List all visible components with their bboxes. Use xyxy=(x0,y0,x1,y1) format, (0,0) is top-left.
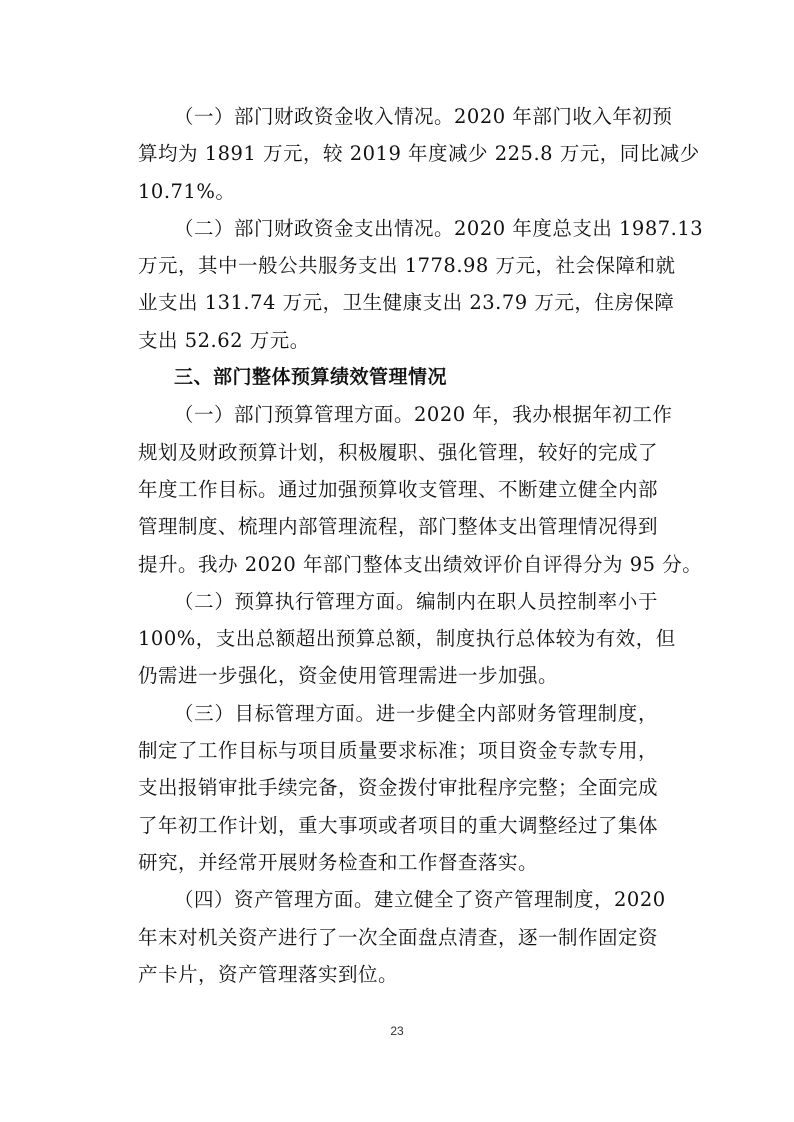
text-line: 支出报销审批手续完备，资金拨付审批程序完整；全面完成 xyxy=(138,776,659,800)
page-number: 23 xyxy=(390,1024,404,1038)
text-line: 产卡片，资产管理落实到位。 xyxy=(138,962,399,986)
text-line: （二）部门财政资金支出情况。2020 年度总支出 1987.13 xyxy=(174,216,704,240)
text-line: 提升。我办 2020 年部门整体支出绩效评价自评得分为 95 分。 xyxy=(138,552,703,576)
text-line: （一）部门财政资金收入情况。2020 年部门收入年初预 xyxy=(174,105,673,128)
text-line: 支出 52.62 万元。 xyxy=(138,328,310,352)
text-line: 规划及财政预算计划，积极履职、强化管理，较好的完成了 xyxy=(138,440,659,464)
text-line: 年度工作目标。通过加强预算收支管理、不断建立健全内部 xyxy=(138,477,659,501)
text-line: 万元，其中一般公共服务支出 1778.98 万元，社会保障和就 xyxy=(138,254,676,278)
text-line: （四）资产管理方面。建立健全了资产管理制度，2020 xyxy=(174,888,666,912)
text-line: 仍需进一步强化，资金使用管理需进一步加强。 xyxy=(138,664,559,688)
text-line: 了年初工作计划，重大事项或者项目的重大调整经过了集体 xyxy=(138,813,659,837)
text-line: 算均为 1891 万元，较 2019 年度减少 225.8 万元，同比减少 xyxy=(138,142,700,166)
text-line: 管理制度、梳理内部管理流程，部门整体支出管理情况得到 xyxy=(138,515,659,539)
body-text xyxy=(138,98,704,993)
text-line: （一）部门预算管理方面。2020 年，我办根据年初工作 xyxy=(174,403,673,427)
text-line: 研究，并经常开展财务检查和工作督查落实。 xyxy=(138,850,539,874)
text-line: 制定了工作目标与项目质量要求标准；项目资金专款专用， xyxy=(138,739,659,763)
text-line: 10.71%。 xyxy=(138,179,236,203)
text-line: 年末对机关资产进行了一次全面盘点清查，逐一制作固定资 xyxy=(138,925,659,949)
text-line: （二）预算执行管理方面。编制内在职人员控制率小于 xyxy=(174,589,658,613)
text-line: （三）目标管理方面。进一步健全内部财务管理制度， xyxy=(174,701,658,725)
text-line: 100%，支出总额超出预算总额，制度执行总体较为有效，但 xyxy=(138,627,676,651)
section-heading: 三、部门整体预算绩效管理情况 xyxy=(174,366,448,389)
text-line: 业支出 131.74 万元，卫生健康支出 23.79 万元，住房保障 xyxy=(138,291,675,315)
